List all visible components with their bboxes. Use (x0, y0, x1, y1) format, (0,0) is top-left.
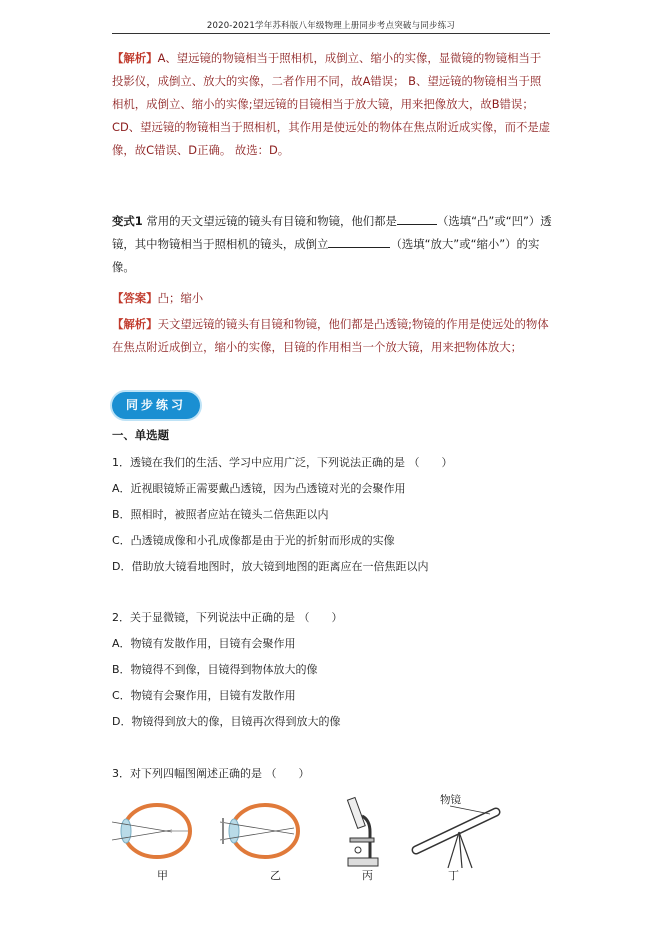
question-stem: 1．透镜在我们的生活、学习中应用广泛，下列说法正确的是 （ ） (112, 456, 453, 469)
microscope-stage-icon (350, 838, 374, 842)
option-c: C．物镜有会聚作用，目镜有发散作用 (112, 689, 296, 702)
eyeball-icon (232, 805, 298, 857)
question-stem: 3．对下列四幅图阐述正确的是 （ ） (112, 767, 310, 780)
telescope-tube-inner (416, 812, 496, 850)
variant-analysis-text: 天文望远镜的镜头有目镜和物镜，他们都是凸透镜;物镜的作用是使远处的物体在焦点附近成倒立，缩小的实像，目镜的作用相当一个放大镜，用来把物体放大； (112, 317, 549, 354)
variant-question (112, 210, 552, 279)
header-divider (112, 33, 550, 34)
eye-figure-jia (112, 800, 192, 862)
question-3-figures (112, 792, 552, 922)
figure-label-jia: 甲 (157, 869, 168, 882)
eye-lens-icon (121, 819, 131, 843)
figure-label-bing: 丙 (362, 869, 373, 882)
option-b: B．照相时，被照者应站在镜头二倍焦距以内 (112, 508, 329, 521)
variant-tag: 变式1 (112, 214, 143, 228)
microscope-figure (340, 792, 390, 870)
eye-figure-yi (220, 800, 300, 862)
microscope-tube-icon (347, 797, 365, 828)
figure-label-ding: 丁 (448, 869, 459, 882)
analysis-tag: 【解析】 (112, 51, 158, 65)
microscope-mirror-icon (355, 847, 361, 853)
variant-text-1: 常用的天文望远镜的镜头有目镜和物镜，他们都是 (146, 214, 397, 228)
option-c: C．凸透镜成像和小孔成像都是由于光的折射而形成的实像 (112, 534, 395, 547)
section-title: 一、单选题 (112, 428, 169, 442)
objective-lens-label: 物镜 (440, 794, 461, 806)
option-d: D．物镜得到放大的像，目镜再次得到放大的像 (112, 715, 341, 728)
header-title: 2020-2021学年苏科版八年级物理上册同步考点突破与同步练习 (206, 21, 456, 31)
question-3 (112, 761, 552, 787)
variant-text-3: （选填“放大”或“缩小”）的实像。 (112, 237, 540, 274)
answer-blank-1 (397, 212, 437, 225)
variant-text-2: （选填“凸”或“凹”）透镜，其中物镜相当于照相机的镜头，成倒立 (112, 214, 552, 251)
prev-analysis (112, 47, 552, 162)
eye-lens-icon (229, 819, 239, 843)
answer-tag: 【答案】 (112, 291, 158, 305)
variant-analysis-tag: 【解析】 (112, 317, 158, 331)
practice-badge: 同步练习 (112, 392, 200, 419)
label-pointer (450, 806, 490, 814)
question-1 (112, 450, 552, 580)
variant-analysis (112, 313, 552, 359)
option-d: D．借助放大镜看地图时，放大镜到地图的距离应在一倍焦距以内 (112, 560, 429, 573)
answer-text: 凸；缩小 (157, 291, 204, 305)
answer-blank-2 (328, 235, 390, 248)
option-b: B．物镜得不到像，目镜得到物体放大的像 (112, 663, 318, 676)
figure-label-yi: 乙 (270, 869, 281, 882)
option-a: A．近视眼镜矫正需要戴凸透镜，因为凸透镜对光的会聚作用 (112, 482, 406, 495)
question-2 (112, 605, 552, 735)
microscope-base-icon (348, 858, 378, 866)
variant-answer (112, 287, 552, 310)
question-stem: 2．关于显微镜，下列说法中正确的是 （ ） (112, 611, 343, 624)
option-a: A．物镜有发散作用，目镜有会聚作用 (112, 637, 296, 650)
analysis-text: A、望远镜的物镜相当于照相机，成倒立、缩小的实像，显微镜的物镜相当于投影仪，成倒立、放大的实像，二者作用不同，故A错误； B、望远镜的物镜相当于照相机，成倒立、缩小的实像;望远镜的目镜相当于放大镜，用来把像放大，故B错误；CD、望远镜的物镜相当于照相机，其作用是使远处的物体在焦点附近成实像，而不是虚像，故C错误、D正确。 故选：D。 (112, 51, 551, 157)
